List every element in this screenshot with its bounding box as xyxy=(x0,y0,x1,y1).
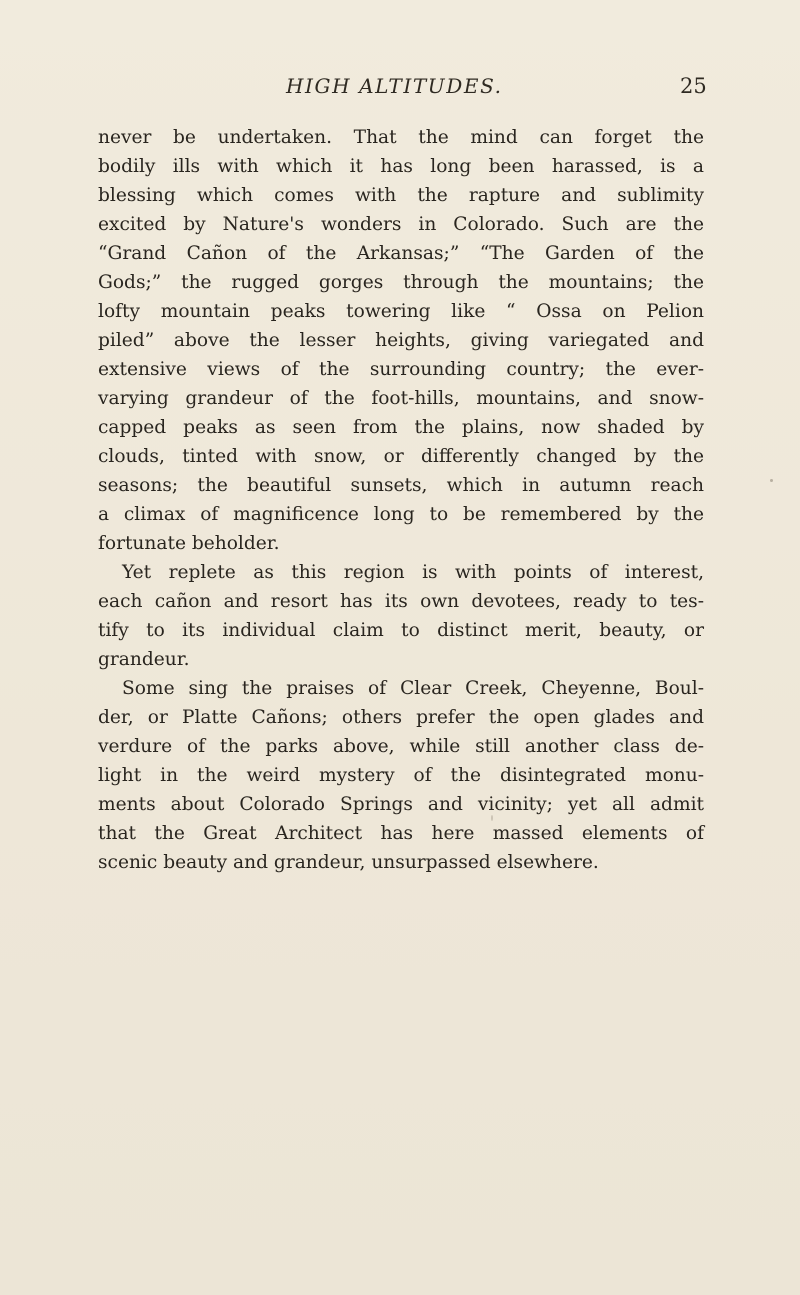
text-line: light in the weird mystery of the disintegrated monu- xyxy=(98,765,704,786)
text-line: ments about Colorado Springs and vicinity; yet all admit xyxy=(98,794,704,815)
text-line: verdure of the parks above, while still another class de- xyxy=(98,736,704,757)
paragraph-start-line: Yet replete as this region is with points of interest, xyxy=(122,562,704,583)
text-line: seasons; the beautiful sunsets, which in autumn reach xyxy=(98,475,704,496)
text-line: der, or Platte Cañons; others prefer the open glades and xyxy=(98,707,704,728)
paper-speck xyxy=(491,815,493,821)
paper-speck xyxy=(770,479,773,482)
paragraph-start-line: Some sing the praises of Clear Creek, Cheyenne, Boul- xyxy=(122,678,704,699)
text-line: capped peaks as seen from the plains, now shaded by xyxy=(98,417,704,438)
text-line: lofty mountain peaks towering like “ Ossa on Pelion xyxy=(98,301,704,322)
text-line: “Grand Cañon of the Arkansas;” “The Garden of the xyxy=(98,243,704,264)
text-line: scenic beauty and grandeur, unsurpassed elsewhere. xyxy=(98,852,599,873)
running-header xyxy=(0,74,800,114)
text-line: extensive views of the surrounding country; the ever- xyxy=(98,359,704,380)
text-line: each cañon and resort has its own devotees, ready to tes- xyxy=(98,591,704,612)
text-line: varying grandeur of the foot-hills, mountains, and snow- xyxy=(98,388,704,409)
text-line: never be undertaken. That the mind can forget the xyxy=(98,127,704,148)
text-line: excited by Nature's wonders in Colorado. Such are the xyxy=(98,214,704,235)
text-line: that the Great Architect has here massed elements of xyxy=(98,823,704,844)
text-line: piled” above the lesser heights, giving variegated and xyxy=(98,330,704,351)
text-line: clouds, tinted with snow, or differently changed by the xyxy=(98,446,704,467)
page-number: 25 xyxy=(680,74,707,98)
text-line: a climax of magnificence long to be remembered by the xyxy=(98,504,704,525)
text-line: bodily ills with which it has long been harassed, is a xyxy=(98,156,704,177)
text-line: Gods;” the rugged gorges through the mountains; the xyxy=(98,272,704,293)
running-title: HIGH ALTITUDES. xyxy=(286,74,503,98)
text-line: tify to its individual claim to distinct merit, beauty, or xyxy=(98,620,704,641)
text-line: grandeur. xyxy=(98,649,190,670)
text-line: blessing which comes with the rapture and sublimity xyxy=(98,185,704,206)
body-text xyxy=(98,123,704,877)
text-line: fortunate beholder. xyxy=(98,533,280,554)
